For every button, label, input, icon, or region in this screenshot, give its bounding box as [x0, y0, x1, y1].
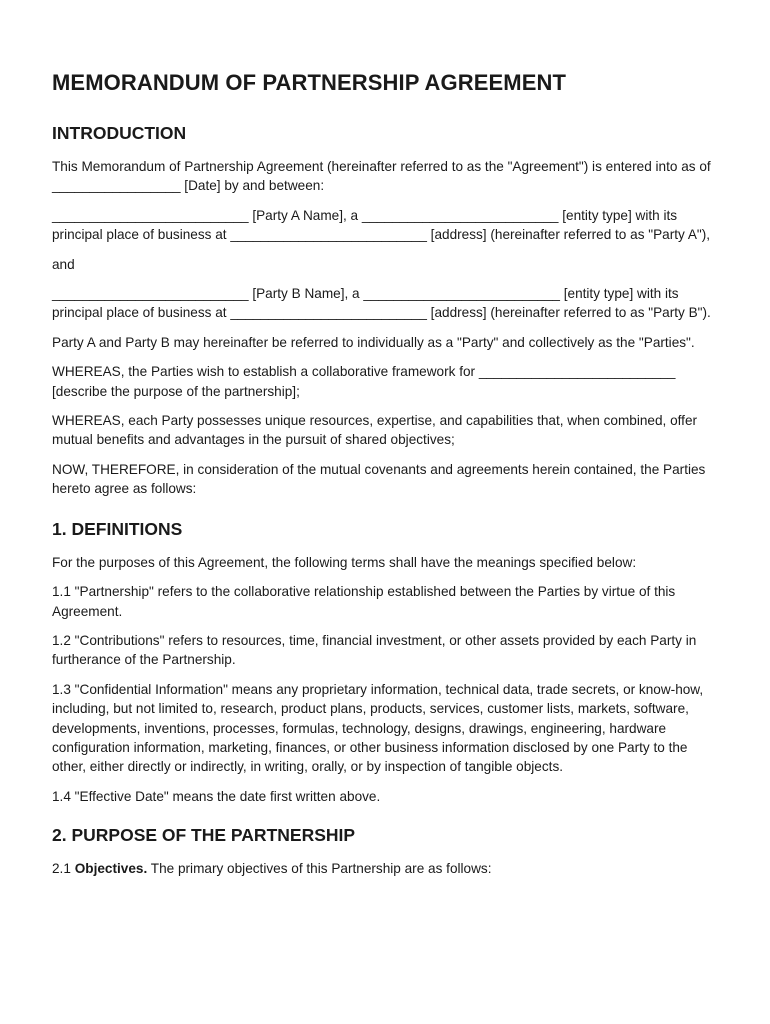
definition-1-4: 1.4 "Effective Date" means the date first written above. [52, 788, 381, 804]
party-b-paragraph: __________________________ [Party B Name], a __________________________ [entity type] with its principal place of business at __________________________ [address] (hereinafter referred to as "Party B"). [52, 286, 711, 321]
whereas-paragraph-2: WHEREAS, each Party possesses unique resources, expertise, and capabilities that, when combined, offer mutual benefits and advantages in the pursuit of shared objectives; [52, 413, 698, 448]
intro-paragraph: This Memorandum of Partnership Agreement (hereinafter referred to as the "Agreement") is entered into as of _________________ [Date] by and between: [52, 159, 711, 194]
purpose-section [52, 825, 718, 878]
definitions-section [52, 519, 718, 806]
purpose-heading: 2. PURPOSE OF THE PARTNERSHIP [52, 825, 356, 846]
definition-1-3: 1.3 "Confidential Information" means any proprietary information, technical data, trade secrets, or know-how, including, but not limited to, research, product plans, products, services, customer lists, markets, software, developments, inventions, processes, formulas, technology, designs, drawings, engineering, hardware configuration information, marketing, finances, or other business information disclosed by one Party to the other, either directly or indirectly, in writing, orally, or by inspection of tangible objects. [52, 681, 704, 775]
party-a-paragraph: __________________________ [Party A Name], a __________________________ [entity type] with its principal place of business at __________________________ [address] (hereinafter referred to as "Party A"), [52, 207, 711, 243]
objectives-text: The primary objectives of this Partnership are as follows: [150, 861, 492, 877]
definition-1-2: 1.2 "Contributions" refers to resources, time, financial investment, or other assets provided by each Party in furtherance of the Partnership. [52, 632, 697, 668]
objectives-title: Objectives. [74, 861, 148, 877]
definitions-intro: For the purposes of this Agreement, the following terms shall have the meanings specified below: [52, 554, 637, 570]
definition-1-1: 1.1 "Partnership" refers to the collaborative relationship established between the Parties by virtue of this Agreement. [52, 584, 676, 619]
introduction-heading: INTRODUCTION [52, 123, 187, 143]
document-title: MEMORANDUM OF PARTNERSHIP AGREEMENT [52, 70, 566, 95]
objectives-paragraph [52, 859, 718, 878]
parties-paragraph: Party A and Party B may hereinafter be referred to individually as a "Party" and collectively as the "Parties". [52, 334, 695, 350]
and-paragraph: and [52, 256, 75, 272]
introduction-section [52, 123, 718, 499]
objectives-number: 2.1 [52, 861, 71, 877]
now-therefore-paragraph: NOW, THEREFORE, in consideration of the mutual covenants and agreements herein contained, the Parties hereto agree as follows: [52, 461, 706, 497]
definitions-heading: 1. DEFINITIONS [52, 518, 183, 539]
whereas-paragraph-1: WHEREAS, the Parties wish to establish a collaborative framework for __________________________ [describe the purpose of the partnership]; [52, 364, 676, 399]
